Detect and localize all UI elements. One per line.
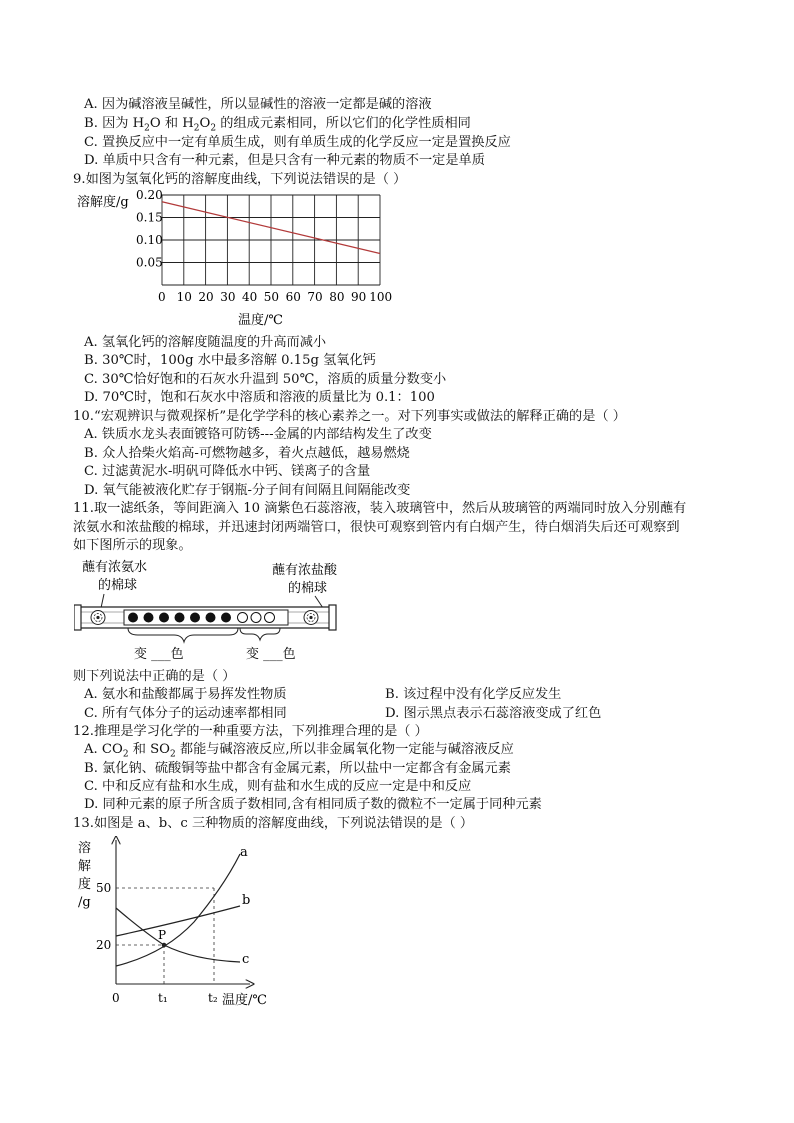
q11-option-c: C. 所有气体分子的运动速率都相同 [84,706,287,721]
q9-option-b: B. 30℃时，100g 水中最多溶解 0.15g 氢氧化钙 [84,353,376,368]
q9-x-tick: 70 [307,290,323,304]
q9-x-tick: 50 [263,290,280,304]
q13-x-axis-label: 温度/℃ [222,993,267,1008]
q13-point-p [162,943,167,948]
q9-x-axis-label: 温度/℃ [238,313,283,328]
q9-y-tick: 0.10 [136,233,163,247]
q11-black-dot [128,613,138,623]
q12-option-d: D. 同种元素的原子所含质子数相同,含有相同质子数的微粒不一定属于同种元素 [84,797,542,812]
q9-y-axis-label: 溶解度/g [77,195,129,210]
q11-right-cotton-ball [304,611,318,625]
q11-white-dot [265,613,275,623]
q8-option-d: D. 单质中只含有一种元素，但是只含有一种元素的物质不一定是单质 [84,153,485,168]
q11-glass-tube-figure [74,556,344,664]
q12-stem: 12.推理是学习化学的一种重要方法，下列推理合理的是（ ） [73,724,428,739]
q11-right-label-1: 蘸有浓盐酸 [272,563,338,578]
q13-y-label-char-1: 溶 [78,841,92,856]
q11-left-label-1: 蘸有浓氨水 [82,560,148,575]
q11-option-a: A. 氨水和盐酸都属于易挥发性物质 [84,687,287,702]
q11-right-label-2: 的棉球 [288,581,328,596]
q11-left-cotton-ball [91,611,105,625]
q13-curve-c [116,908,240,962]
q10-option-c: C. 过滤黄泥水-明矾可降低水中钙、镁离子的含量 [84,464,371,479]
q8-option-b: B. 因为 $H_2O$ 和 $H_2O_2$ 的组成元素相同，所以它们的化学性质相同 [84,116,471,134]
q9-solubility-chart [74,190,414,330]
q11-left-brace [128,628,238,642]
q10-option-a: A. 铁质水龙头表面镀铬可防锈---金属的内部结构发生了改变 [84,427,432,442]
q9-x-tick: 20 [198,290,214,304]
q13-tick-50: 50 [96,881,112,895]
q11-stem-line-1: 11.取一滤纸条，等间距滴入 10 滴紫色石蕊溶液，装入玻璃管中，然后从玻璃管的两端同时放入分别蘸有 [73,501,687,516]
q11-left-cap [74,605,81,630]
q9-x-tick: 40 [242,290,258,304]
q13-solubility-chart [74,836,274,1016]
q11-change-label-right: 变 ___色 [246,647,296,662]
q10-option-d: D. 氧气能被液化贮存于钢瓶-分子间有间隔且间隔能改变 [84,483,411,498]
q11-black-dot [144,613,154,623]
q12-option-b: B. 氯化钠、硫酸铜等盐中都含有金属元素，所以盐中一定都含有金属元素 [84,761,511,776]
q11-change-label-left: 变 ___色 [134,647,184,662]
q13-curve-a [116,854,240,966]
q8-option-a: A. 因为碱溶液呈碱性，所以显碱性的溶液一定都是碱的溶液 [84,97,432,112]
q9-y-tick: 0.15 [136,210,163,225]
q13-point-label: P [158,928,167,942]
q11-right-cap [329,605,336,630]
q8-option-c: C. 置换反应中一定有单质生成，则有单质生成的化学反应一定是置换反应 [84,135,511,150]
q13-tick-t1: t₁ [158,991,168,1005]
q9-option-d: D. 70℃时，饱和石灰水中溶质和溶液的质量比为 0.1：100 [84,390,435,405]
q11-white-dot [238,613,248,623]
q11-option-d: D. 图示黑点表示石蕊溶液变成了红色 [385,706,602,721]
q13-tick-20: 20 [96,938,112,952]
q11-black-dot [190,613,200,623]
q10-option-b: B. 众人拾柴火焰高-可燃物越多，着火点越低，越易燃烧 [84,446,410,461]
q9-x-tick: 60 [285,290,301,304]
q9-y-tick: 0.05 [136,255,163,270]
q11-right-brace [240,628,280,640]
q11-stem-line-2: 浓氨水和浓盐酸的棉球，并迅速封闭两端管口，很快可观察到管内有白烟产生，待白烟消失后还可观察到 [73,520,680,535]
q9-x-tick: 10 [176,290,192,304]
q11-black-dot [159,613,169,623]
q12-option-a: A. $CO_2$ 和 $SO_2$ 都能与碱溶液反应,所以非金属氧化物一定能与碱溶液反应 [84,742,514,760]
q11-question: 则下列说法中正确的是（ ） [73,669,236,684]
q13-y-label-char-3: 度 [78,877,92,892]
q11-left-pointer [101,594,104,608]
q10-stem: 10.“宏观辨识与微观探析”是化学学科的核心素养之一。对下列事实或做法的解释正确的是（ ） [73,409,626,424]
q11-black-dot [221,613,231,623]
q13-series-label-a: a [240,845,248,860]
q11-option-b: B. 该过程中没有化学反应发生 [385,687,562,702]
q13-stem: 13.如图是 a、b、c 三种物质的溶解度曲线，下列说法错误的是（ ） [73,816,474,831]
q13-y-label-char-2: 解 [78,859,92,874]
q13-tick-t2: t₂ [208,991,218,1005]
q11-white-dot [251,613,261,623]
q9-x-tick: 80 [329,290,345,304]
q9-grid [162,195,380,285]
q11-black-dot [206,613,216,623]
q12-option-c: C. 中和反应有盐和水生成，则有盐和水生成的反应一定是中和反应 [84,779,472,794]
q13-series-label-c: c [242,952,250,967]
q9-stem: 9.如图为氢氧化钙的溶解度曲线，下列说法错误的是（ ） [73,172,407,187]
q9-x-tick: 30 [220,290,236,304]
q13-curve-b [116,906,240,936]
q11-right-pointer [315,596,323,608]
q11-stem-line-3: 如下图所示的现象。 [73,538,192,553]
q13-series-label-b: b [242,893,251,908]
q9-x-tick: 90 [351,290,367,304]
q9-x-tick: 0 [158,290,166,304]
q13-origin-label: 0 [112,991,120,1005]
q11-black-dot [175,613,185,623]
q9-y-tick: 0.20 [136,190,163,202]
q11-left-label-2: 的棉球 [98,578,138,593]
q9-option-c: C. 30℃恰好饱和的石灰水升温到 50℃，溶质的质量分数变小 [84,372,447,387]
q13-y-label-char-4: /g [78,895,91,910]
q9-option-a: A. 氢氧化钙的溶解度随温度的升高而减小 [84,335,327,350]
q9-x-tick: 100 [369,290,393,304]
